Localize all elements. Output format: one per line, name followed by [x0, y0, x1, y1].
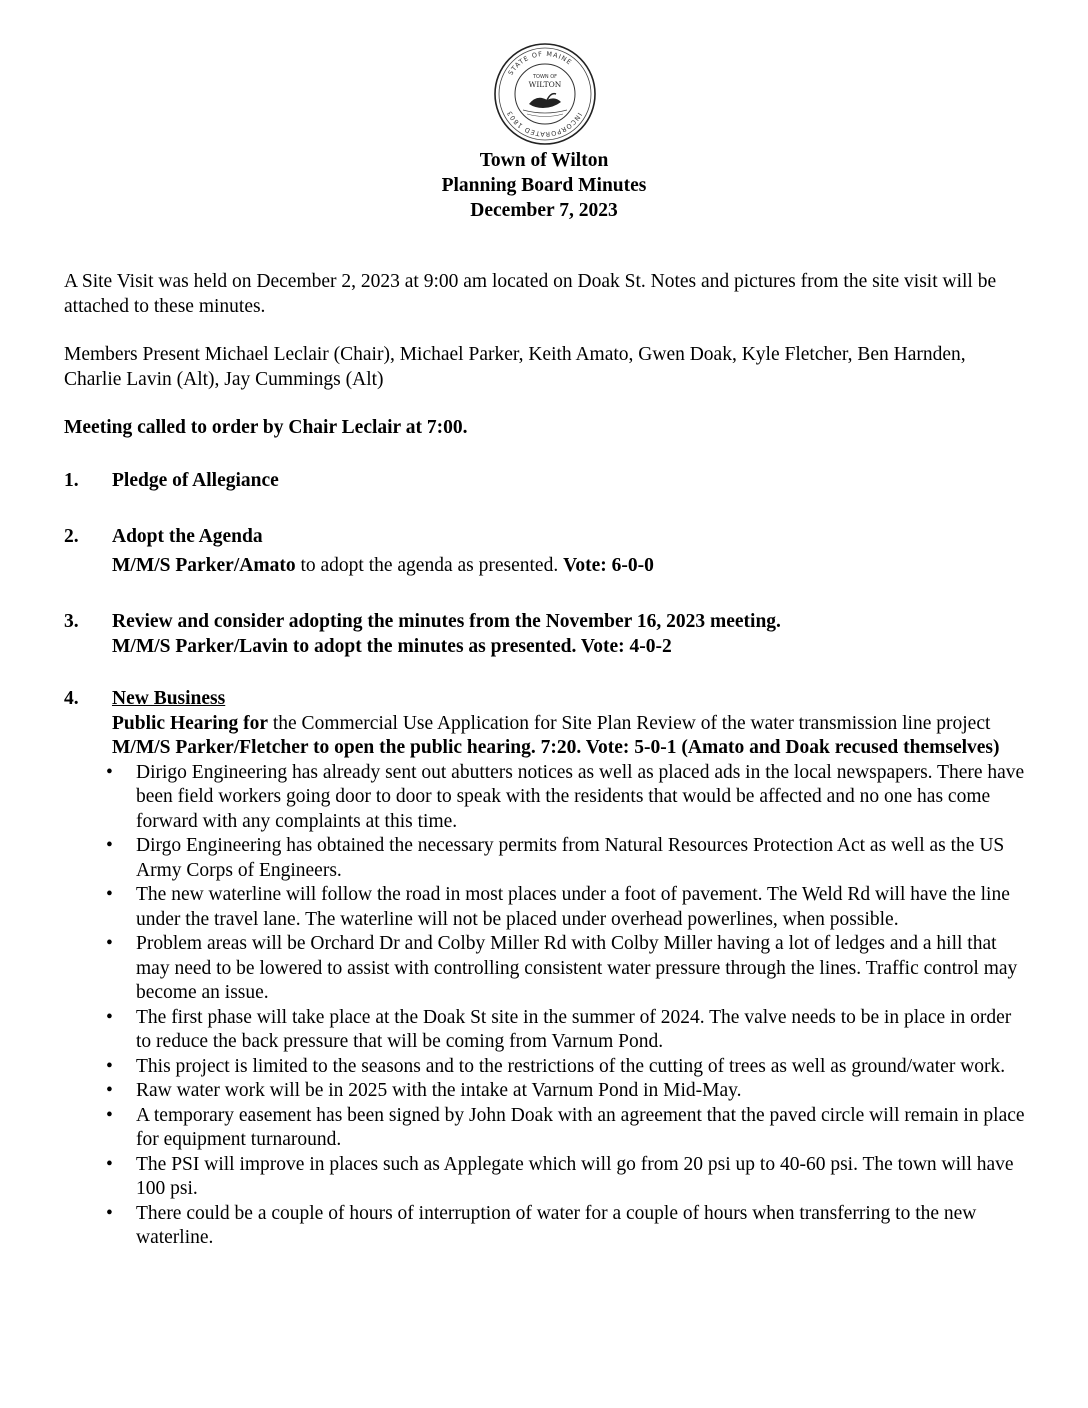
meeting-date: December 7, 2023	[470, 200, 618, 221]
agenda-item-4	[64, 687, 1026, 761]
seal-bottom-text: INCORPORATED 1803	[505, 109, 584, 139]
item-number: 4.	[64, 688, 79, 709]
list-item	[106, 1006, 1026, 1055]
bullet-icon: •	[106, 1153, 113, 1175]
members-present-paragraph: Members Present Michael Leclair (Chair), Michael Parker, Keith Amato, Gwen Doak, Kyle Fletcher, Ben Harnden, Charlie Lavin (Alt), Jay Cummings (Alt)	[64, 344, 966, 390]
public-hearing-label: Public Hearing for	[112, 712, 268, 734]
agenda-item-3	[64, 610, 1026, 659]
item-number: 2.	[64, 526, 79, 547]
item-title: Adopt the Agenda	[112, 526, 263, 547]
item-title: Pledge of Allegiance	[112, 469, 279, 491]
document-heading	[0, 148, 1088, 223]
agenda-item-2	[64, 525, 1026, 578]
seal-name-text: WILTON	[528, 80, 562, 89]
note-text: The new waterline will follow the road in most places under a foot of pavement. The Weld Rd will have the line under the travel lane. The waterline will not be placed under overhead powerlines, when possible.	[136, 884, 1010, 930]
note-text: The first phase will take place at the Doak St site in the summer of 2024. The valve needs to be in place in order to reduce the back pressure that will be coming from Varnum Pond.	[136, 1006, 1012, 1052]
note-text: A temporary easement has been signed by John Doak with an agreement that the paved circle will remain in place for equipment turnaround.	[136, 1104, 1025, 1150]
seal-outer-text: STATE OF MAINE	[506, 49, 574, 77]
note-text: There could be a couple of hours of interruption of water for a couple of hours when transferring to the new waterline.	[136, 1202, 977, 1248]
motion-line	[112, 554, 1026, 579]
bullet-icon: •	[106, 1006, 113, 1028]
minutes-body	[64, 270, 1026, 1251]
note-text: Raw water work will be in 2025 with the intake at Varnum Pond in Mid-May.	[136, 1080, 742, 1101]
site-visit-paragraph: A Site Visit was held on December 2, 2023 at 9:00 am located on Doak St. Notes and pictures from the site visit will be attached to these minutes.	[64, 271, 997, 317]
svg-text:STATE OF MAINE	[507, 50, 574, 77]
note-text: This project is limited to the seasons and to the restrictions of the cutting of trees as well as ground/water work.	[136, 1055, 1006, 1077]
item-title: Review and consider adopting the minutes from the November 16, 2023 meeting.	[112, 611, 781, 632]
item-number: 1.	[64, 469, 79, 491]
list-item	[106, 1202, 1026, 1251]
bullet-icon: •	[106, 1104, 113, 1126]
bullet-icon: •	[106, 1055, 113, 1077]
list-item	[106, 1079, 1026, 1104]
item-number: 3.	[64, 611, 79, 632]
list-item	[106, 932, 1026, 1006]
note-text: Problem areas will be Orchard Dr and Colby Miller Rd with Colby Miller having a lot of ledges and a hill that may need to be lowered to assist with controlling consistent water pressure through the lines. Traffic control may become an issue.	[136, 933, 1018, 1003]
note-text: Dirigo Engineering has already sent out abutters notices as well as placed ads in the local newspapers. There have been field workers going door to door to speak with the residents that would be affected and no one has come forward with any complaints at this time.	[136, 761, 1025, 832]
bullet-icon: •	[106, 933, 113, 954]
bullet-icon: •	[106, 884, 113, 905]
bullet-icon: •	[106, 1202, 113, 1224]
seal-top-text: TOWN OF	[532, 74, 558, 80]
list-item	[106, 1055, 1026, 1080]
bullet-icon: •	[106, 1080, 113, 1101]
motion-text: to adopt the agenda as presented.	[295, 554, 564, 576]
list-item	[106, 834, 1026, 883]
town-seal	[493, 42, 597, 146]
bullet-icon: •	[106, 761, 113, 783]
note-text: Dirgo Engineering has obtained the necessary permits from Natural Resources Protection Act as well as the US Army Corps of Engineers.	[136, 835, 1005, 881]
list-item	[106, 761, 1026, 835]
agenda-item-1	[64, 469, 1026, 494]
public-hearing-text: the Commercial Use Application for Site Plan Review of the water transmission line project	[267, 712, 991, 734]
note-text: The PSI will improve in places such as Applegate which will go from 20 psi up to 40-60 psi. The town will have 100 psi.	[136, 1153, 1014, 1199]
motion-line: M/M/S Parker/Lavin to adopt the minutes as presented. Vote: 4-0-2	[112, 635, 672, 657]
town-name: Town of Wilton	[479, 150, 609, 171]
public-hearing-line	[112, 712, 1026, 737]
public-hearing-notes	[64, 761, 1026, 1251]
item-title: New Business	[112, 688, 226, 709]
motion-line: M/M/S Parker/Fletcher to open the public hearing. 7:20. Vote: 5-0-1 (Amato and Doak recused themselves)	[112, 737, 1000, 758]
call-to-order: Meeting called to order by Chair Leclair at 7:00.	[64, 417, 468, 438]
seal-loon-icon	[523, 94, 567, 117]
motion-vote: Vote: 6-0-0	[563, 554, 654, 576]
list-item	[106, 883, 1026, 932]
motion-movers: M/M/S Parker/Amato	[112, 554, 296, 576]
list-item	[106, 1104, 1026, 1153]
list-item	[106, 1153, 1026, 1202]
bullet-icon: •	[106, 835, 113, 856]
board-name: Planning Board Minutes	[441, 175, 647, 196]
